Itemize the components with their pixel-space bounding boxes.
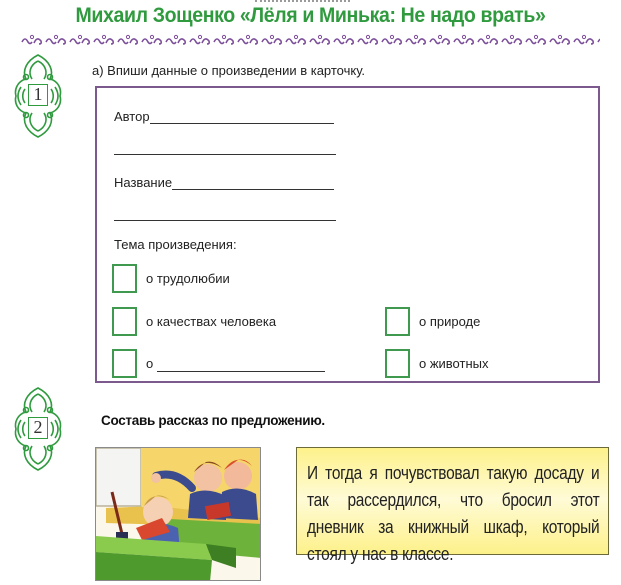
ornament-divider xyxy=(20,33,600,47)
page-title: Михаил Зощенко «Лёля и Минька: Не надо врать» xyxy=(75,4,546,27)
author-input-line[interactable] xyxy=(150,110,334,124)
page-top-edge xyxy=(255,0,350,3)
option-label: о трудолюбии xyxy=(146,271,230,286)
author-label: Автор xyxy=(114,109,150,124)
option-animals[interactable] xyxy=(385,349,488,378)
checkbox[interactable] xyxy=(385,349,410,378)
option-diligence[interactable] xyxy=(112,264,230,293)
title-input-line[interactable] xyxy=(172,176,334,190)
task-number-badge-2 xyxy=(12,386,64,472)
checkbox[interactable] xyxy=(112,264,137,293)
custom-theme-input-line[interactable] xyxy=(157,358,325,372)
checkbox[interactable] xyxy=(385,307,410,336)
checkbox[interactable] xyxy=(112,349,137,378)
title-field xyxy=(114,175,334,190)
title-field-continuation xyxy=(114,207,336,221)
task-number: 2 xyxy=(28,417,48,439)
author-field-continuation xyxy=(114,141,336,155)
option-nature[interactable] xyxy=(385,307,480,336)
option-human-qualities[interactable] xyxy=(112,307,276,336)
theme-label: Тема произведения: xyxy=(114,237,237,252)
author-input-line-2[interactable] xyxy=(114,141,336,155)
title-input-line-2[interactable] xyxy=(114,207,336,221)
task-number: 1 xyxy=(28,84,48,106)
option-label: о животных xyxy=(419,356,489,371)
option-label: о природе xyxy=(419,314,481,329)
option-custom[interactable] xyxy=(112,349,325,378)
story-sentence: И тогда я почувствовал такую досаду и так рассердился, что бросил этот дневник за книжный шкаф, который стоял у нас в классе. xyxy=(307,463,600,564)
task-number-badge-1 xyxy=(12,53,64,139)
story-sentence-box xyxy=(296,447,609,564)
author-field xyxy=(114,109,334,124)
checkbox[interactable] xyxy=(112,307,137,336)
task-1-instruction: а) Впиши данные о произведении в карточку. xyxy=(92,63,366,78)
option-label: о качествах человека xyxy=(146,314,277,329)
option-label: о xyxy=(146,356,154,371)
book-info-card xyxy=(95,86,600,383)
task-2-instruction: Составь рассказ по предложению. xyxy=(101,413,325,428)
title-label: Название xyxy=(114,175,173,190)
illustration-schoolboys xyxy=(95,447,261,581)
